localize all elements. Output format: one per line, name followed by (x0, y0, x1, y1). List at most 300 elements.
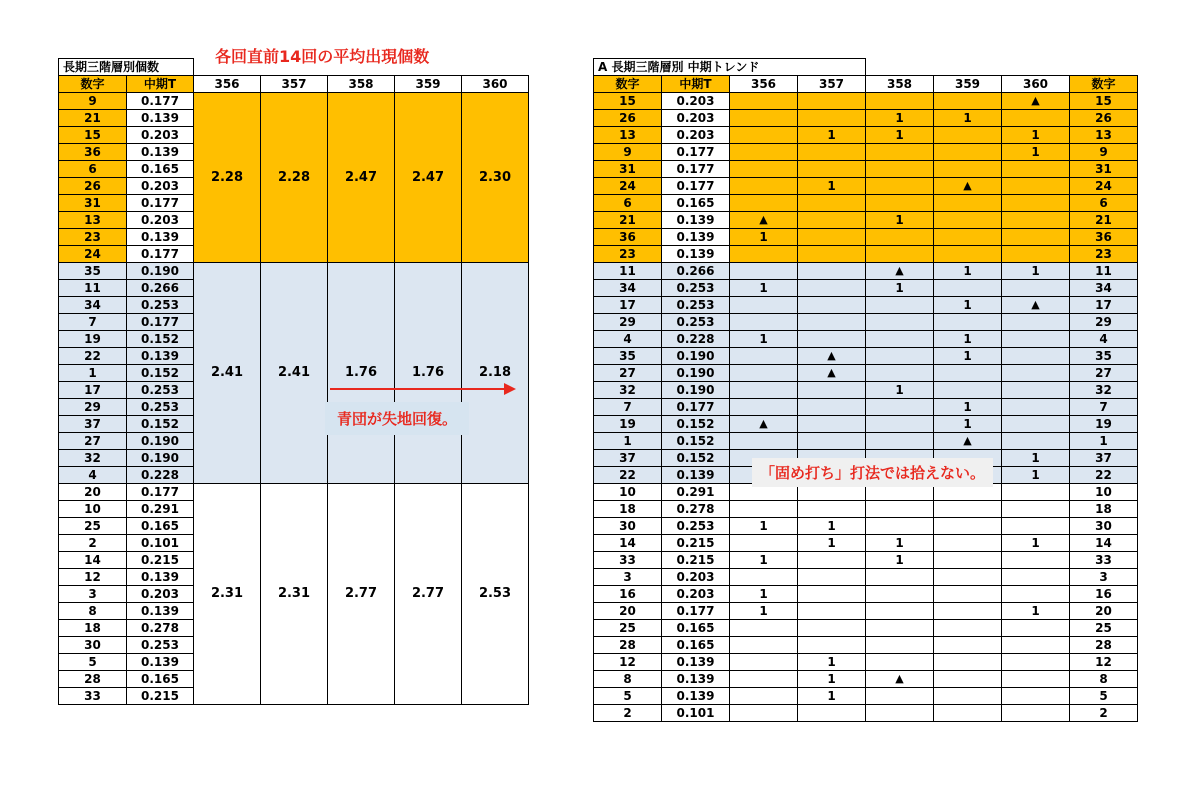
hit-cell (1002, 382, 1070, 399)
number-cell: 21 (59, 110, 127, 127)
hit-cell (866, 161, 934, 178)
midterm-cell: 0.190 (662, 348, 730, 365)
hit-cell: 1 (934, 110, 1002, 127)
left-table-title: 長期三階層別個数 (59, 59, 194, 76)
right-table-row (594, 212, 1138, 229)
right-table-row (594, 382, 1138, 399)
midterm-cell: 0.190 (127, 433, 194, 450)
hit-cell (798, 93, 866, 110)
right-header-cell: 数字 (594, 76, 662, 93)
hit-cell (934, 161, 1002, 178)
number-cell: 4 (59, 467, 127, 484)
group-average-cell: 2.47 (395, 93, 462, 263)
number-cell: 14 (59, 552, 127, 569)
midterm-cell: 0.203 (662, 127, 730, 144)
right-table-row (594, 433, 1138, 450)
hit-cell (798, 297, 866, 314)
midterm-cell: 0.139 (662, 467, 730, 484)
midterm-cell: 0.177 (127, 93, 194, 110)
triangle-mark-cell: ▲ (798, 348, 866, 365)
number-cell-right: 11 (1070, 263, 1138, 280)
midterm-cell: 0.139 (662, 688, 730, 705)
right-title-spacer (866, 59, 1138, 76)
midterm-cell: 0.177 (662, 144, 730, 161)
hit-cell: 1 (798, 671, 866, 688)
number-cell: 12 (594, 654, 662, 671)
hit-cell: 1 (1002, 263, 1070, 280)
midterm-cell: 0.203 (662, 586, 730, 603)
hit-cell: 1 (934, 416, 1002, 433)
midterm-cell: 0.253 (127, 637, 194, 654)
midterm-cell: 0.253 (662, 314, 730, 331)
hit-cell (866, 246, 934, 263)
hit-cell (1002, 637, 1070, 654)
midterm-cell: 0.253 (662, 518, 730, 535)
midterm-cell: 0.278 (127, 620, 194, 637)
right-header-cell: 359 (934, 76, 1002, 93)
right-table-row (594, 297, 1138, 314)
number-cell-right: 20 (1070, 603, 1138, 620)
hit-cell (934, 620, 1002, 637)
right-table-row (594, 246, 1138, 263)
right-table-row (594, 637, 1138, 654)
triangle-mark-cell: ▲ (934, 433, 1002, 450)
number-cell: 23 (594, 246, 662, 263)
left-header-row (59, 76, 529, 93)
number-cell: 19 (59, 331, 127, 348)
hit-cell (1002, 229, 1070, 246)
hit-cell (1002, 365, 1070, 382)
number-cell: 27 (59, 433, 127, 450)
number-cell: 20 (594, 603, 662, 620)
group-average-cell: 2.77 (395, 484, 462, 705)
number-cell: 27 (594, 365, 662, 382)
right-table-row (594, 93, 1138, 110)
midterm-cell: 0.215 (127, 552, 194, 569)
right-table-row (594, 229, 1138, 246)
midterm-cell: 0.101 (662, 705, 730, 722)
right-header-row (594, 76, 1138, 93)
midterm-cell: 0.139 (127, 144, 194, 161)
number-cell-right: 17 (1070, 297, 1138, 314)
number-cell: 30 (594, 518, 662, 535)
hit-cell: 1 (730, 518, 798, 535)
hit-cell (798, 263, 866, 280)
hit-cell: 1 (1002, 603, 1070, 620)
number-cell-right: 31 (1070, 161, 1138, 178)
hit-cell (730, 433, 798, 450)
left-table-row (59, 263, 529, 280)
left-header-cell: 360 (462, 76, 529, 93)
number-cell: 28 (59, 671, 127, 688)
number-cell-right: 7 (1070, 399, 1138, 416)
hit-cell (866, 229, 934, 246)
number-cell: 33 (59, 688, 127, 705)
hit-cell (934, 365, 1002, 382)
hit-cell (866, 331, 934, 348)
number-cell: 19 (594, 416, 662, 433)
hit-cell: 1 (798, 654, 866, 671)
number-cell-right: 30 (1070, 518, 1138, 535)
triangle-mark-cell: ▲ (1002, 297, 1070, 314)
hit-cell (798, 501, 866, 518)
left-header-cell: 357 (261, 76, 328, 93)
hit-cell (798, 246, 866, 263)
hit-cell: 1 (1002, 467, 1070, 484)
hit-cell (730, 654, 798, 671)
group-average-cell: 2.28 (261, 93, 328, 263)
midterm-cell: 0.177 (127, 195, 194, 212)
number-cell: 24 (594, 178, 662, 195)
hit-cell (730, 93, 798, 110)
group-average-cell: 2.47 (328, 93, 395, 263)
hit-cell (934, 501, 1002, 518)
group-average-cell: 2.53 (462, 484, 529, 705)
midterm-cell: 0.291 (127, 501, 194, 518)
midterm-cell: 0.139 (127, 654, 194, 671)
right-header-cell: 358 (866, 76, 934, 93)
midterm-cell: 0.177 (662, 161, 730, 178)
number-cell: 9 (594, 144, 662, 161)
number-cell: 23 (59, 229, 127, 246)
midterm-cell: 0.228 (127, 467, 194, 484)
hit-cell (730, 365, 798, 382)
group-average-cell: 2.28 (194, 93, 261, 263)
hit-cell (1002, 705, 1070, 722)
right-table-row (594, 331, 1138, 348)
hit-cell (866, 654, 934, 671)
number-cell: 28 (594, 637, 662, 654)
midterm-cell: 0.165 (662, 637, 730, 654)
right-table-row (594, 416, 1138, 433)
midterm-cell: 0.139 (127, 110, 194, 127)
number-cell-right: 25 (1070, 620, 1138, 637)
triangle-mark-cell: ▲ (866, 671, 934, 688)
midterm-cell: 0.253 (127, 297, 194, 314)
midterm-cell: 0.139 (127, 569, 194, 586)
number-cell: 13 (594, 127, 662, 144)
hit-cell (798, 705, 866, 722)
hit-cell (730, 382, 798, 399)
number-cell: 33 (594, 552, 662, 569)
number-cell: 18 (59, 620, 127, 637)
midterm-cell: 0.152 (662, 416, 730, 433)
hit-cell: 1 (866, 212, 934, 229)
hit-cell (934, 280, 1002, 297)
hit-cell: 1 (798, 178, 866, 195)
number-cell: 29 (59, 399, 127, 416)
group-average-cell: 1.76 (395, 263, 462, 484)
hit-cell (934, 314, 1002, 331)
hit-cell (1002, 161, 1070, 178)
hit-cell: 1 (798, 688, 866, 705)
hit-cell (866, 144, 934, 161)
midterm-cell: 0.152 (662, 433, 730, 450)
right-table-row (594, 518, 1138, 535)
number-cell: 31 (594, 161, 662, 178)
hit-cell (934, 688, 1002, 705)
hit-cell: 1 (730, 331, 798, 348)
number-cell: 29 (594, 314, 662, 331)
hit-cell (1002, 280, 1070, 297)
hit-cell (1002, 518, 1070, 535)
hit-cell: 1 (934, 263, 1002, 280)
number-cell-right: 28 (1070, 637, 1138, 654)
hit-cell (866, 433, 934, 450)
number-cell: 15 (59, 127, 127, 144)
hit-cell (1002, 195, 1070, 212)
midterm-cell: 0.177 (662, 603, 730, 620)
midterm-cell: 0.165 (127, 161, 194, 178)
hit-cell (934, 93, 1002, 110)
number-cell: 37 (594, 450, 662, 467)
right-table-row (594, 178, 1138, 195)
hit-cell (730, 637, 798, 654)
left-table-row (59, 484, 529, 501)
number-cell: 35 (594, 348, 662, 365)
midterm-cell: 0.291 (662, 484, 730, 501)
group-average-cell: 2.77 (328, 484, 395, 705)
hit-cell (1002, 552, 1070, 569)
number-cell: 30 (59, 637, 127, 654)
hit-cell (798, 195, 866, 212)
number-cell-right: 5 (1070, 688, 1138, 705)
hit-cell (1002, 688, 1070, 705)
hit-cell (866, 416, 934, 433)
number-cell-right: 15 (1070, 93, 1138, 110)
number-cell: 4 (594, 331, 662, 348)
hit-cell (730, 195, 798, 212)
right-table-row (594, 280, 1138, 297)
number-cell: 20 (59, 484, 127, 501)
hit-cell (934, 535, 1002, 552)
hit-cell (934, 127, 1002, 144)
number-cell: 35 (59, 263, 127, 280)
number-cell: 37 (59, 416, 127, 433)
left-table-row (59, 93, 529, 110)
midterm-cell: 0.203 (662, 110, 730, 127)
number-cell-right: 35 (1070, 348, 1138, 365)
number-cell-right: 19 (1070, 416, 1138, 433)
left-header-cell: 中期T (127, 76, 194, 93)
number-cell-right: 18 (1070, 501, 1138, 518)
number-cell-right: 27 (1070, 365, 1138, 382)
right-table-row (594, 144, 1138, 161)
midterm-cell: 0.190 (662, 365, 730, 382)
hit-cell (798, 144, 866, 161)
number-cell: 7 (594, 399, 662, 416)
midterm-cell: 0.139 (662, 671, 730, 688)
number-cell: 3 (594, 569, 662, 586)
number-cell: 8 (59, 603, 127, 620)
right-table-row (594, 195, 1138, 212)
midterm-cell: 0.139 (662, 654, 730, 671)
number-cell: 8 (594, 671, 662, 688)
number-cell: 13 (59, 212, 127, 229)
group-average-cell: 2.41 (194, 263, 261, 484)
hit-cell: 1 (866, 127, 934, 144)
midterm-cell: 0.203 (127, 212, 194, 229)
hit-cell: 1 (1002, 144, 1070, 161)
midterm-cell: 0.139 (662, 229, 730, 246)
midterm-cell: 0.165 (127, 671, 194, 688)
number-cell: 32 (594, 382, 662, 399)
hit-cell (866, 518, 934, 535)
number-cell: 12 (59, 569, 127, 586)
hit-cell (1002, 110, 1070, 127)
midterm-cell: 0.253 (127, 382, 194, 399)
right-header-cell: 360 (1002, 76, 1070, 93)
midterm-cell: 0.215 (662, 552, 730, 569)
midterm-cell: 0.139 (662, 246, 730, 263)
midterm-cell: 0.177 (662, 399, 730, 416)
group-average-cell: 2.18 (462, 263, 529, 484)
hit-cell (866, 314, 934, 331)
hit-cell (1002, 348, 1070, 365)
hit-cell (730, 501, 798, 518)
number-cell: 16 (594, 586, 662, 603)
hit-cell: 1 (934, 399, 1002, 416)
hit-cell (798, 161, 866, 178)
midterm-cell: 0.203 (662, 569, 730, 586)
hit-cell: 1 (934, 297, 1002, 314)
midterm-cell: 0.203 (127, 586, 194, 603)
hit-cell (866, 399, 934, 416)
number-cell: 14 (594, 535, 662, 552)
number-cell: 3 (59, 586, 127, 603)
hit-cell: 1 (730, 586, 798, 603)
right-table-row (594, 501, 1138, 518)
midterm-cell: 0.165 (662, 195, 730, 212)
hit-cell (934, 195, 1002, 212)
midterm-cell: 0.203 (127, 127, 194, 144)
hit-cell: 1 (798, 535, 866, 552)
group-average-cell: 1.76 (328, 263, 395, 484)
midterm-cell: 0.203 (127, 178, 194, 195)
hit-cell (1002, 501, 1070, 518)
hit-cell (730, 535, 798, 552)
hit-cell (730, 314, 798, 331)
number-cell-right: 14 (1070, 535, 1138, 552)
number-cell: 22 (59, 348, 127, 365)
hit-cell (730, 705, 798, 722)
hit-cell (934, 637, 1002, 654)
left-header-cell: 356 (194, 76, 261, 93)
midterm-cell: 0.177 (127, 484, 194, 501)
hit-cell (730, 688, 798, 705)
hit-cell (934, 671, 1002, 688)
midterm-cell: 0.253 (662, 297, 730, 314)
number-cell: 2 (59, 535, 127, 552)
number-cell-right: 29 (1070, 314, 1138, 331)
right-table-row (594, 586, 1138, 603)
midterm-cell: 0.177 (127, 314, 194, 331)
number-cell: 25 (594, 620, 662, 637)
hit-cell (730, 569, 798, 586)
hit-cell: 1 (730, 229, 798, 246)
number-cell-right: 9 (1070, 144, 1138, 161)
hit-cell (866, 603, 934, 620)
hit-cell: 1 (866, 110, 934, 127)
right-table-row (594, 110, 1138, 127)
triangle-mark-cell: ▲ (730, 212, 798, 229)
hit-cell (798, 637, 866, 654)
midterm-cell: 0.177 (662, 178, 730, 195)
number-cell: 25 (59, 518, 127, 535)
number-cell-right: 3 (1070, 569, 1138, 586)
hit-cell (730, 671, 798, 688)
right-table-row (594, 263, 1138, 280)
hit-cell (934, 212, 1002, 229)
number-cell-right: 24 (1070, 178, 1138, 195)
midterm-cell: 0.177 (127, 246, 194, 263)
hit-cell (798, 603, 866, 620)
midterm-cell: 0.190 (127, 263, 194, 280)
number-cell: 34 (594, 280, 662, 297)
hit-cell (866, 501, 934, 518)
hit-cell (798, 569, 866, 586)
hit-cell (798, 399, 866, 416)
hit-cell (934, 246, 1002, 263)
number-cell: 6 (59, 161, 127, 178)
hit-cell (730, 144, 798, 161)
right-table-row (594, 399, 1138, 416)
right-header-cell: 357 (798, 76, 866, 93)
number-cell: 18 (594, 501, 662, 518)
number-cell-right: 22 (1070, 467, 1138, 484)
hit-cell: 1 (798, 518, 866, 535)
hit-cell (798, 280, 866, 297)
hit-cell (1002, 433, 1070, 450)
midterm-cell: 0.278 (662, 501, 730, 518)
number-cell: 21 (594, 212, 662, 229)
hit-cell (866, 586, 934, 603)
hit-cell (934, 382, 1002, 399)
hit-cell (934, 229, 1002, 246)
left-header-cell: 数字 (59, 76, 127, 93)
number-cell: 5 (59, 654, 127, 671)
midterm-cell: 0.203 (662, 93, 730, 110)
right-header-cell: 356 (730, 76, 798, 93)
hit-cell (730, 620, 798, 637)
right-header-cell: 数字 (1070, 76, 1138, 93)
hit-cell (866, 93, 934, 110)
right-table-row (594, 314, 1138, 331)
midterm-cell: 0.165 (127, 518, 194, 535)
hit-cell (934, 586, 1002, 603)
hit-cell (866, 178, 934, 195)
number-cell: 24 (59, 246, 127, 263)
hit-cell (1002, 569, 1070, 586)
hit-cell (730, 297, 798, 314)
number-cell-right: 21 (1070, 212, 1138, 229)
midterm-cell: 0.152 (127, 416, 194, 433)
hit-cell (798, 314, 866, 331)
hit-cell (934, 603, 1002, 620)
number-cell-right: 26 (1070, 110, 1138, 127)
right-table-row (594, 161, 1138, 178)
number-cell-right: 4 (1070, 331, 1138, 348)
hit-cell: 1 (1002, 535, 1070, 552)
hit-cell (866, 637, 934, 654)
group-average-cell: 2.31 (194, 484, 261, 705)
hit-cell (798, 212, 866, 229)
midterm-cell: 0.152 (127, 331, 194, 348)
left-header-cell: 358 (328, 76, 395, 93)
hit-cell (866, 688, 934, 705)
right-table-row (594, 603, 1138, 620)
hit-cell (1002, 416, 1070, 433)
